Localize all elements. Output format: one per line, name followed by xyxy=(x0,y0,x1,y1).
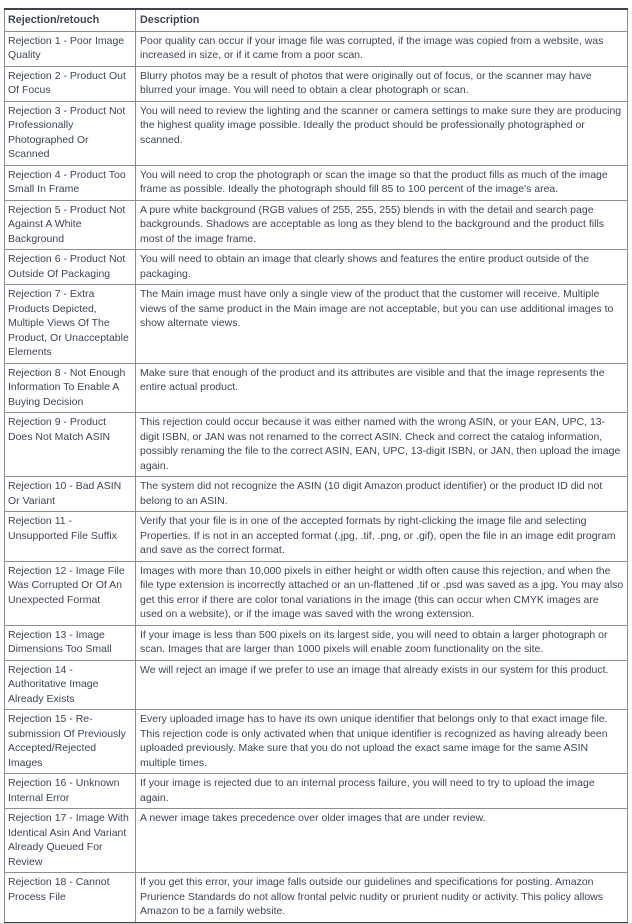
rejection-description: You will need to crop the photograph or scan the image so that the product fills as much of the image frame as possible. Ideally the photograph should fill 85 to 100 percent of the image's area. xyxy=(136,165,628,200)
table-row xyxy=(5,512,628,562)
rejection-description: We will reject an image if we prefer to use an image that already exists in our system for this product. xyxy=(136,660,628,710)
rejection-description: You will need to review the lighting and the scanner or camera settings to make sure they are producing the highest quality image possible. Ideally the product should be professionally photographed or scanned. xyxy=(136,101,628,165)
table-row xyxy=(5,660,628,710)
bottom-divider xyxy=(0,923,632,924)
rejection-label: Rejection 17 - Image With Identical Asin And Variant Already Queued For Review xyxy=(5,809,136,873)
rejection-label: Rejection 4 - Product Too Small In Frame xyxy=(5,165,136,200)
rejection-label: Rejection 13 - Image Dimensions Too Small xyxy=(5,625,136,660)
table-row xyxy=(5,477,628,512)
rejection-description: This rejection could occur because it was either named with the wrong ASIN, or your EAN, UPC, 13-digit ISBN, or JAN was not renamed to the correct ASIN. Check and correct the catalog information, possibly renaming the file to the correct ASIN, EAN, UPC, 13-digit ISBN, or JAN, then upload the image again. xyxy=(136,413,628,477)
table-row xyxy=(5,66,628,101)
table-row xyxy=(5,285,628,364)
table-row xyxy=(5,625,628,660)
rejection-description: You will need to obtain an image that clearly shows and features the entire product outside of the packaging. xyxy=(136,250,628,285)
table-row xyxy=(5,165,628,200)
rejection-label: Rejection 9 - Product Does Not Match ASIN xyxy=(5,413,136,477)
table-row xyxy=(5,774,628,809)
table-row xyxy=(5,809,628,873)
rejection-label: Rejection 2 - Product Out Of Focus xyxy=(5,66,136,101)
rejection-label: Rejection 15 - Re-submission Of Previously Accepted/Rejected Images xyxy=(5,710,136,774)
table-row xyxy=(5,561,628,625)
table-body xyxy=(5,31,628,923)
rejection-description: If your image is less than 500 pixels on its largest side, you will need to obtain a larger photograph or scan. Images that are larger than 1000 pixels will enable zoom functionality on the site. xyxy=(136,625,628,660)
rejection-description: Make sure that enough of the product and its attributes are visible and that the image represents the entire actual product. xyxy=(136,363,628,413)
rejection-description: The Main image must have only a single view of the product that the customer will receive. Multiple views of the same product in the Main image are not acceptable, but you can use additional images to show alternate views. xyxy=(136,285,628,364)
rejection-label: Rejection 11 - Unsupported File Suffix xyxy=(5,512,136,562)
table-row xyxy=(5,101,628,165)
column-header-rejection: Rejection/retouch xyxy=(5,9,136,31)
column-header-description: Description xyxy=(136,9,628,31)
table-row xyxy=(5,200,628,250)
table-row xyxy=(5,31,628,66)
rejection-description: A pure white background (RGB values of 255, 255, 255) blends in with the detail and search page backgrounds. Shadows are acceptable as long as they blend to the background and the product fills most of the image frame. xyxy=(136,200,628,250)
rejection-reasons-table xyxy=(4,8,628,924)
rejection-label: Rejection 18 - Cannot Process File xyxy=(5,873,136,923)
rejection-label: Rejection 5 - Product Not Against A White Background xyxy=(5,200,136,250)
rejection-description: If your image is rejected due to an internal process failure, you will need to try to upload the image again. xyxy=(136,774,628,809)
rejection-description: Images with more than 10,000 pixels in either height or width often cause this rejection, and when the file type extension is incorrectly attached or an un-flattened .tif or .psd was saved as a jpg. You may also get this error if there are color tonal variations in the image (this can occur when CMYK images are used on a website), or if the image was saved with the wrong extension. xyxy=(136,561,628,625)
rejection-label: Rejection 10 - Bad ASIN Or Variant xyxy=(5,477,136,512)
rejection-description: A newer image takes precedence over older images that are under review. xyxy=(136,809,628,873)
rejection-label: Rejection 8 - Not Enough Information To Enable A Buying Decision xyxy=(5,363,136,413)
rejection-label: Rejection 12 - Image File Was Corrupted Or Of An Unexpected Format xyxy=(5,561,136,625)
rejection-description: Verify that your file is in one of the accepted formats by right-clicking the image file and selecting Properties. If is not in an accepted format (.jpg, .tif, .png, or .gif), open the file in an image edit program and save as the correct format. xyxy=(136,512,628,562)
table-header-row xyxy=(5,9,628,31)
table-row xyxy=(5,710,628,774)
rejection-label: Rejection 6 - Product Not Outside Of Packaging xyxy=(5,250,136,285)
table-row xyxy=(5,250,628,285)
table-row xyxy=(5,413,628,477)
rejection-label: Rejection 3 - Product Not Professionally Photographed Or Scanned xyxy=(5,101,136,165)
rejection-description: Every uploaded image has to have its own unique identifier that belongs only to that exact image file. This rejection code is only activated when that unique identifier is recognized as having already been uploaded previously. Make sure that you do not upload the exact same image for the same ASIN multiple times. xyxy=(136,710,628,774)
rejection-description: The system did not recognize the ASIN (10 digit Amazon product identifier) or the product ID did not belong to an ASIN. xyxy=(136,477,628,512)
rejection-description: Poor quality can occur if your image file was corrupted, if the image was copied from a website, was increased in size, or if it came from a poor scan. xyxy=(136,31,628,66)
rejection-description: If you get this error, your image falls outside our guidelines and specifications for posting. Amazon Prurience Standards do not allow frontal pelvic nudity or prurient nudity or activity. This policy allows Amazon to be a family website. xyxy=(136,873,628,923)
table-row xyxy=(5,363,628,413)
rejection-label: Rejection 1 - Poor Image Quality xyxy=(5,31,136,66)
rejection-label: Rejection 14 - Authoritative Image Already Exists xyxy=(5,660,136,710)
table-row xyxy=(5,873,628,923)
rejection-label: Rejection 7 - Extra Products Depicted, Multiple Views Of The Product, Or Unacceptable Elements xyxy=(5,285,136,364)
rejection-label: Rejection 16 - Unknown Internal Error xyxy=(5,774,136,809)
rejection-description: Blurry photos may be a result of photos that were originally out of focus, or the scanner may have blurred your image. You will need to obtain a clear photograph or scan. xyxy=(136,66,628,101)
